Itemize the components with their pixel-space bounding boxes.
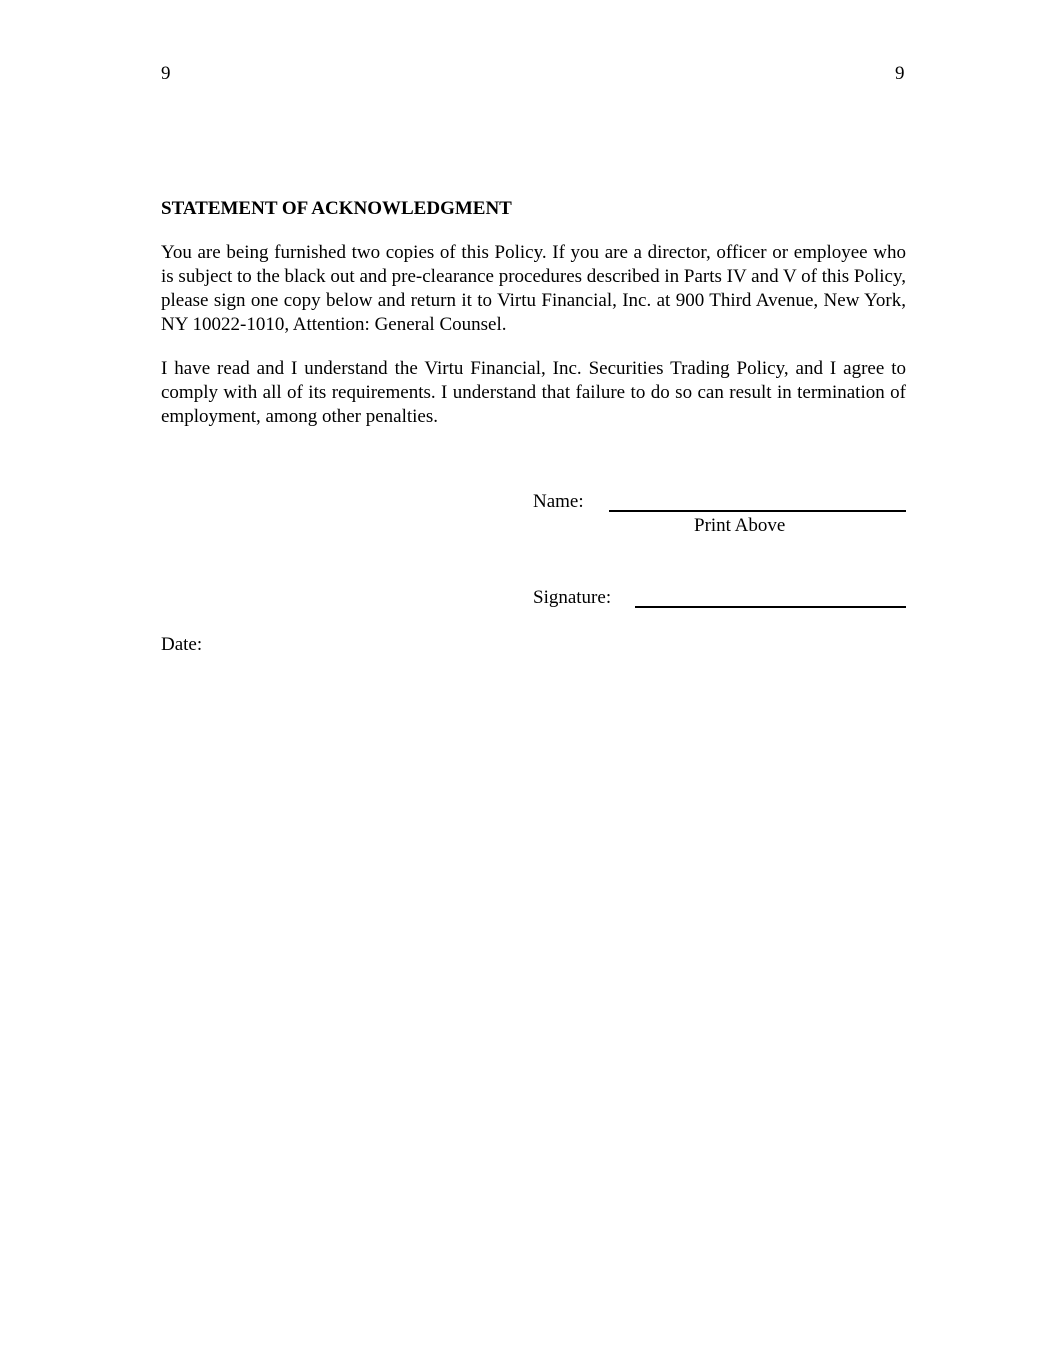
name-label: Name: [533,491,584,512]
statement-heading: STATEMENT OF ACKNOWLEDGMENT [161,198,512,219]
intro-paragraph: You are being furnished two copies of this Policy. If you are a director, officer or employee who is subject to the black out and pre-clearance procedures described in Parts IV and V of this Policy, please sign one copy below and return it to Virtu Financial, Inc. at 900 Third Avenue, New York, NY 10022-1010, Attention: General Counsel. [161,242,906,335]
date-label: Date: [161,634,203,655]
page-number-right: 9 [895,63,905,84]
name-caption: Print Above [694,515,786,536]
signature-line[interactable] [635,606,906,608]
page-number-left: 9 [161,63,171,84]
signature-label: Signature: [533,587,612,608]
name-line[interactable] [609,510,906,512]
acknowledgment-paragraph: I have read and I understand the Virtu Financial, Inc. Securities Trading Policy, and I agree to comply with all of its requirements. I understand that failure to do so can result in termination of employment, among other penalties. [161,358,906,427]
